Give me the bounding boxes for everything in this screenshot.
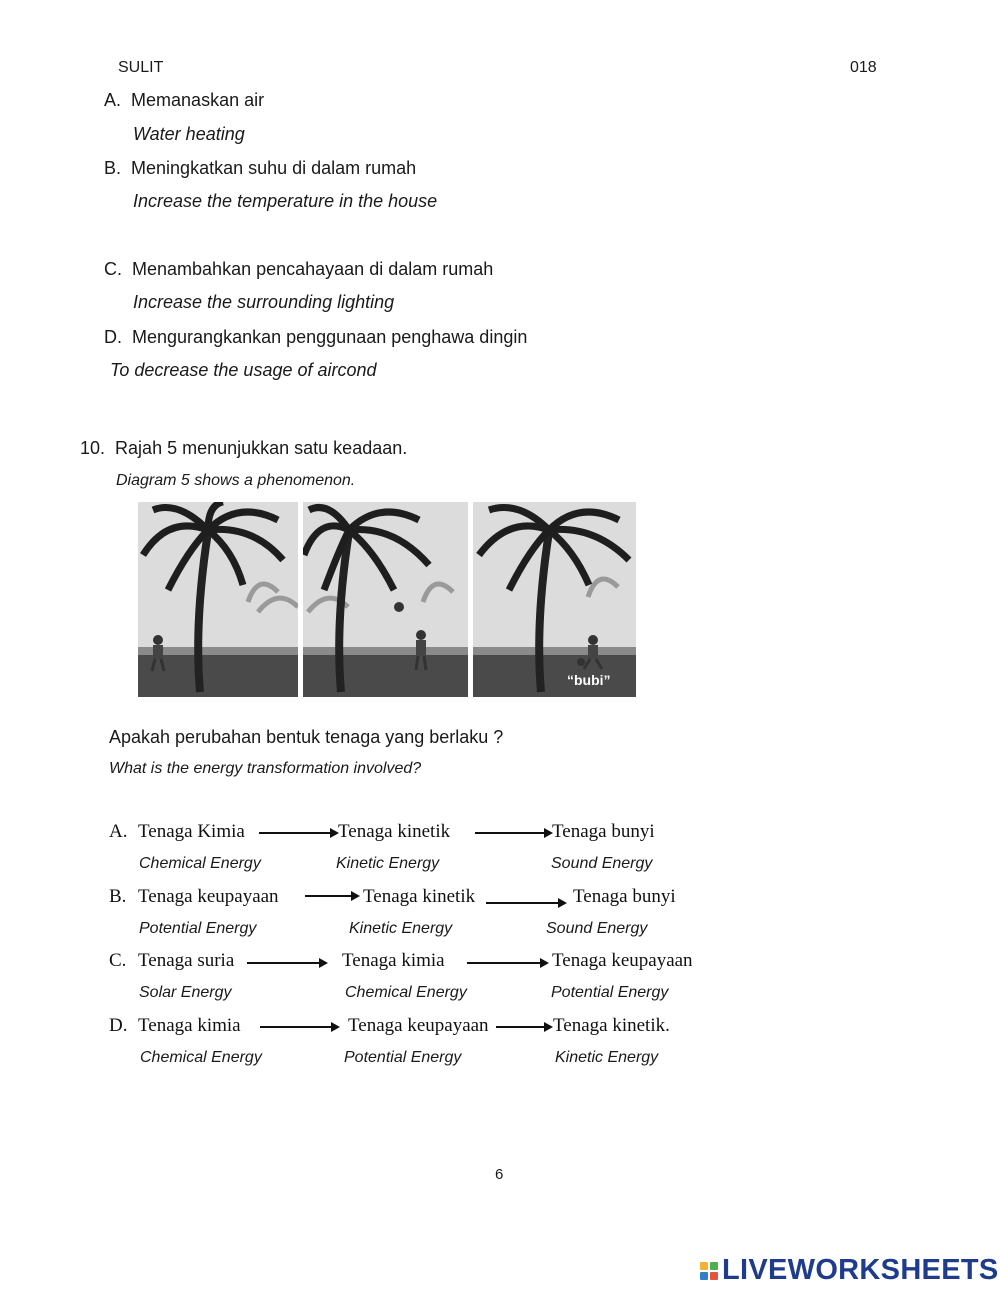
diagram-panel-3 [473,502,636,697]
option-b-letter[interactable]: B. [109,886,127,907]
brand-text: LIVEWORKSHEETS [722,1254,999,1286]
option-a-step1: Tenaga Kimia [138,821,245,842]
option-c-arrow-2 [467,962,547,964]
option-c-step2-english: Chemical Energy [345,984,467,1001]
question-10-ask: Apakah perubahan bentuk tenaga yang berlaku ? [109,727,504,747]
question-10-stem: 10. Rajah 5 menunjukkan satu keadaan. [80,438,408,458]
option-a-step3-english: Sound Energy [551,855,653,872]
diagram-panel-1 [138,502,298,697]
header-sulit: SULIT [118,59,164,76]
option-d-step2-english: Potential Energy [344,1049,462,1066]
option-d-step3-english: Kinetic Energy [555,1049,659,1066]
prev-option-c-english: Increase the surrounding lighting [133,292,395,312]
option-b-step3: Tenaga bunyi [573,886,676,907]
option-a-letter[interactable]: A. [109,821,128,842]
option-c-arrow-1 [247,962,326,964]
prev-option-c: C. Menambahkan pencahayaan di dalam rumah [104,259,494,279]
option-c-step1-english: Solar Energy [139,984,232,1001]
prev-option-a-english: Water heating [133,124,245,144]
option-a-step1-english: Chemical Energy [139,855,261,872]
prev-option-b: B. Meningkatkan suhu di dalam rumah [104,158,417,178]
option-d-letter[interactable]: D. [109,1015,128,1036]
option-d-step1-english: Chemical Energy [140,1049,262,1066]
question-10-stem-english: Diagram 5 shows a phenomenon. [116,472,356,489]
option-c-step3: Tenaga keupayaan [552,950,693,971]
liveworksheets-logo[interactable] [700,1254,999,1287]
prev-option-d: D. Mengurangkankan penggunaan penghawa dingin [104,327,528,347]
option-d-step1: Tenaga kimia [138,1015,241,1036]
prev-option-d-english: To decrease the usage of aircond [110,360,377,380]
option-d-arrow-1 [260,1026,338,1028]
option-b-step1-english: Potential Energy [139,920,257,937]
prev-option-a: A. Memanaskan air [104,90,265,110]
diagram-panel-2 [303,502,468,697]
option-b-arrow-1 [305,895,358,897]
option-c-step1: Tenaga suria [138,950,235,971]
option-b-step3-english: Sound Energy [546,920,648,937]
option-d-step2: Tenaga keupayaan [348,1015,489,1036]
option-d-arrow-2 [496,1026,551,1028]
option-a-step2: Tenaga kinetik [338,821,451,842]
option-a-arrow-1 [259,832,337,834]
option-b-step2: Tenaga kinetik [363,886,476,907]
question-10-ask-english: What is the energy transformation involved? [109,760,422,777]
option-a-step3: Tenaga bunyi [552,821,655,842]
option-d-step3: Tenaga kinetik. [553,1015,670,1036]
page-number: 6 [495,1166,504,1183]
option-b-step2-english: Kinetic Energy [349,920,453,937]
option-c-letter[interactable]: C. [109,950,127,971]
option-a-step2-english: Kinetic Energy [336,855,440,872]
option-b-step1: Tenaga keupayaan [138,886,279,907]
option-a-arrow-2 [475,832,551,834]
liveworksheets-icon [700,1262,718,1280]
prev-option-b-english: Increase the temperature in the house [133,191,438,211]
option-b-arrow-2 [486,902,565,904]
option-c-step3-english: Potential Energy [551,984,669,1001]
diagram-caption: “bubi” [567,672,611,688]
option-c-step2: Tenaga kimia [342,950,445,971]
header-code: 018 [850,59,877,76]
